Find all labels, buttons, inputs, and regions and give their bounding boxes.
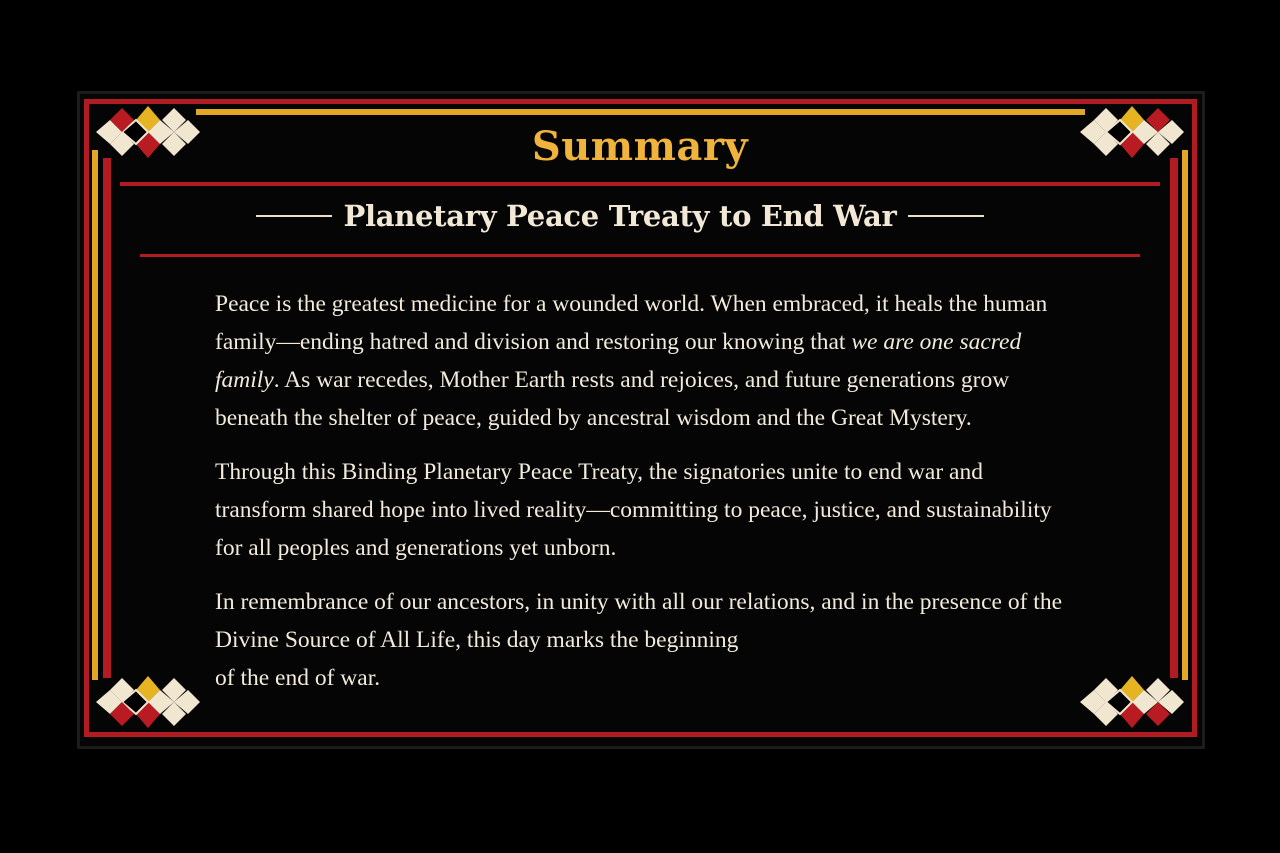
paragraph-3 xyxy=(215,583,1075,697)
outer-red-border-top xyxy=(84,99,1197,104)
outer-red-border-bottom xyxy=(84,732,1197,737)
paragraph-1 xyxy=(215,285,1075,437)
four-direction-star-icon xyxy=(1080,676,1184,728)
paragraph-1-part-a: Peace is the greatest medicine for a wounded world. When embraced, it heals the human family—ending hatred and division and restoring our knowing that xyxy=(215,291,1048,355)
corner-motif-bottom-right xyxy=(1076,672,1188,732)
page-subtitle: Planetary Peace Treaty to End War xyxy=(343,199,897,233)
paragraph-3-part-a: In remembrance of our ancestors, in unity with all our relations, and in the presence of the Divine Source of All Life, this day marks the beginning xyxy=(215,589,1063,653)
gold-border-top xyxy=(196,109,1085,115)
subtitle-dash-right xyxy=(908,215,984,217)
subtitle-divider-line xyxy=(140,254,1140,257)
inner-red-border-right xyxy=(1170,158,1178,678)
gold-border-left xyxy=(92,150,98,680)
subtitle-dash-left xyxy=(256,215,332,217)
paragraph-2: Through this Binding Planetary Peace Treaty, the signatories unite to end war and transform shared hope into lived reality—committing to peace, justice, and sustainability for all peoples and generations yet unborn. xyxy=(215,459,1052,561)
gold-border-right xyxy=(1182,150,1188,680)
paragraph-1-part-b: . As war recedes, Mother Earth rests and rejoices, and future generations grow beneath the shelter of peace, guided by ancestral wisdom and the Great Mystery. xyxy=(215,367,1010,431)
outer-red-border-right xyxy=(1192,99,1197,737)
subtitle-row xyxy=(250,194,990,238)
outer-red-border-left xyxy=(84,99,89,737)
paragraph-1-emphasis: we are one sacred family xyxy=(215,329,1022,393)
inner-red-border-left xyxy=(103,158,111,678)
corner-motif-bottom-left xyxy=(92,672,204,732)
paragraph-3-part-b: of the end of war. xyxy=(215,665,381,691)
title-divider-line xyxy=(120,182,1160,186)
four-direction-star-icon xyxy=(96,676,200,728)
page-title: Summary xyxy=(531,123,749,170)
summary-body xyxy=(215,285,1075,697)
